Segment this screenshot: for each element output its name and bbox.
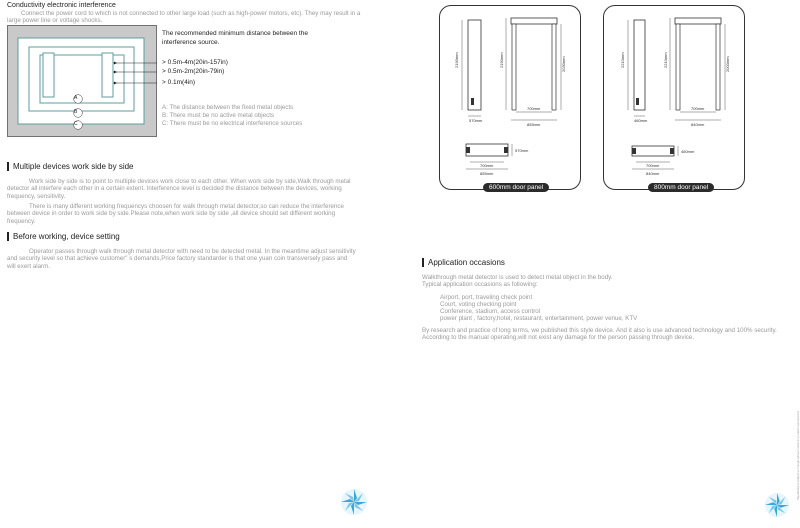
app-heading-text: Application occasions [428,258,505,267]
top-depth-dim: 570mm [515,148,529,153]
before-heading [7,232,120,241]
top-outer-dim: 840mm [646,171,660,176]
zone-letter-a: A [74,95,78,101]
heading-bar [7,162,9,171]
front-outer-dim: 855mm [527,122,541,127]
top-inner-dim: 700mm [480,163,494,168]
app-item-3: Conference, stadium, access control [440,308,541,315]
multi-heading-text: Multiple devices work side by side [13,162,134,171]
front-inner-dim: 700mm [527,106,541,111]
zone-letter-c: C [74,121,78,127]
top-outer-dim: 855mm [480,171,494,176]
zone-note-c: C: There must be no electrical interference sources [162,120,303,127]
multi-paragraph-2: There is many different working frequencys choosen for walk through metal detector,so can reduce the interference between device in order to work side by side.Please note,when work side by side ,all device should set different working frequency. [7,203,344,225]
front-outer-dim: 840mm [691,122,705,127]
app-intro-2: Typical application occasions as following: [422,281,538,288]
front-height-dim: 2190mm [499,52,504,68]
zone-note-a: A: The distance between the fixed metal objects [162,104,294,111]
logo-icon [764,492,790,518]
side-width-dim: 570mm [469,118,483,123]
door-panel-800 [603,5,745,190]
app-outro: By research and practice of long terms, we published this style device. And it also is use advanced technology and 100% security. According to the manual operating,will not exist any damage for the person passing through device. [422,327,777,342]
front-height2-dim: 2000mm [725,56,730,72]
side-width-dim: 460mm [634,118,648,123]
front-height-dim: 2210mm [663,52,668,68]
before-paragraph: Operator passes through walk through metal detector with need to be detected metal. In the meantime adjust sensitivity and security level so that achieve customer" s demands,Price factory standarder is that one yuan coin transversely pass and will exert alarm. [7,248,356,270]
app-heading [422,258,505,267]
conductivity-title: Conductivity electronic interference [7,2,116,9]
zone-note-b: B: There must be no active metal objects [162,112,275,119]
multi-heading [7,162,134,171]
top-inner-dim: 700mm [646,163,660,168]
front-height2-dim: 2030mm [561,56,566,72]
distance-c: > 0.1m(4in) [162,79,196,86]
panel-600-label: 600mm door panel [483,183,549,192]
conductivity-text: Connect the power cord to which is not connected to other large load (such as high-power motors, etc). They may result in a large power line or voltage shocks. [7,10,361,25]
side-height-dim: 2210mm [620,52,625,68]
min-distance-label: The recommended minimum distance between the interference source. [162,30,308,46]
front-inner-dim: 700mm [691,106,705,111]
distance-a: > 0.5m-4m(20in-157in) [162,59,228,66]
heading-bar [422,258,424,267]
distance-b: > 0.5m-2m(20in-79in) [162,68,225,75]
app-item-1: Airport, port, traveling check point [440,294,533,301]
zone-letter-b: B [74,109,78,115]
door-panel-600 [439,5,581,190]
multi-paragraph-1: Work side by side is to point to multiple devices work close to each other. When work side by side,Walk through metal detector all interfere each other in a certain extent. Interference level is decided the distance between the devices, working frequency, sensitivity. [7,178,351,200]
heading-bar [7,232,9,241]
side-height-dim: 2190mm [454,52,459,68]
side-note-box [796,380,800,500]
app-intro: Walkthrough metal detector is used to detect metal object in the body. [422,274,613,281]
top-depth-dim: 460mm [681,149,695,154]
company-logo [340,488,368,521]
app-item-4: power plant , factory,hotel, restaurant, entertainment, power venue, KTV [440,315,638,322]
panel-800-label: 800mm door panel [648,183,714,192]
app-item-2: Court, voting checking point [440,301,517,308]
logo-icon [340,488,368,516]
company-logo-right [764,492,790,523]
side-note: Specifications subject to change without notice for product improvement [796,411,800,500]
before-heading-text: Before working, device setting [13,232,120,241]
interference-diagram [7,25,157,137]
